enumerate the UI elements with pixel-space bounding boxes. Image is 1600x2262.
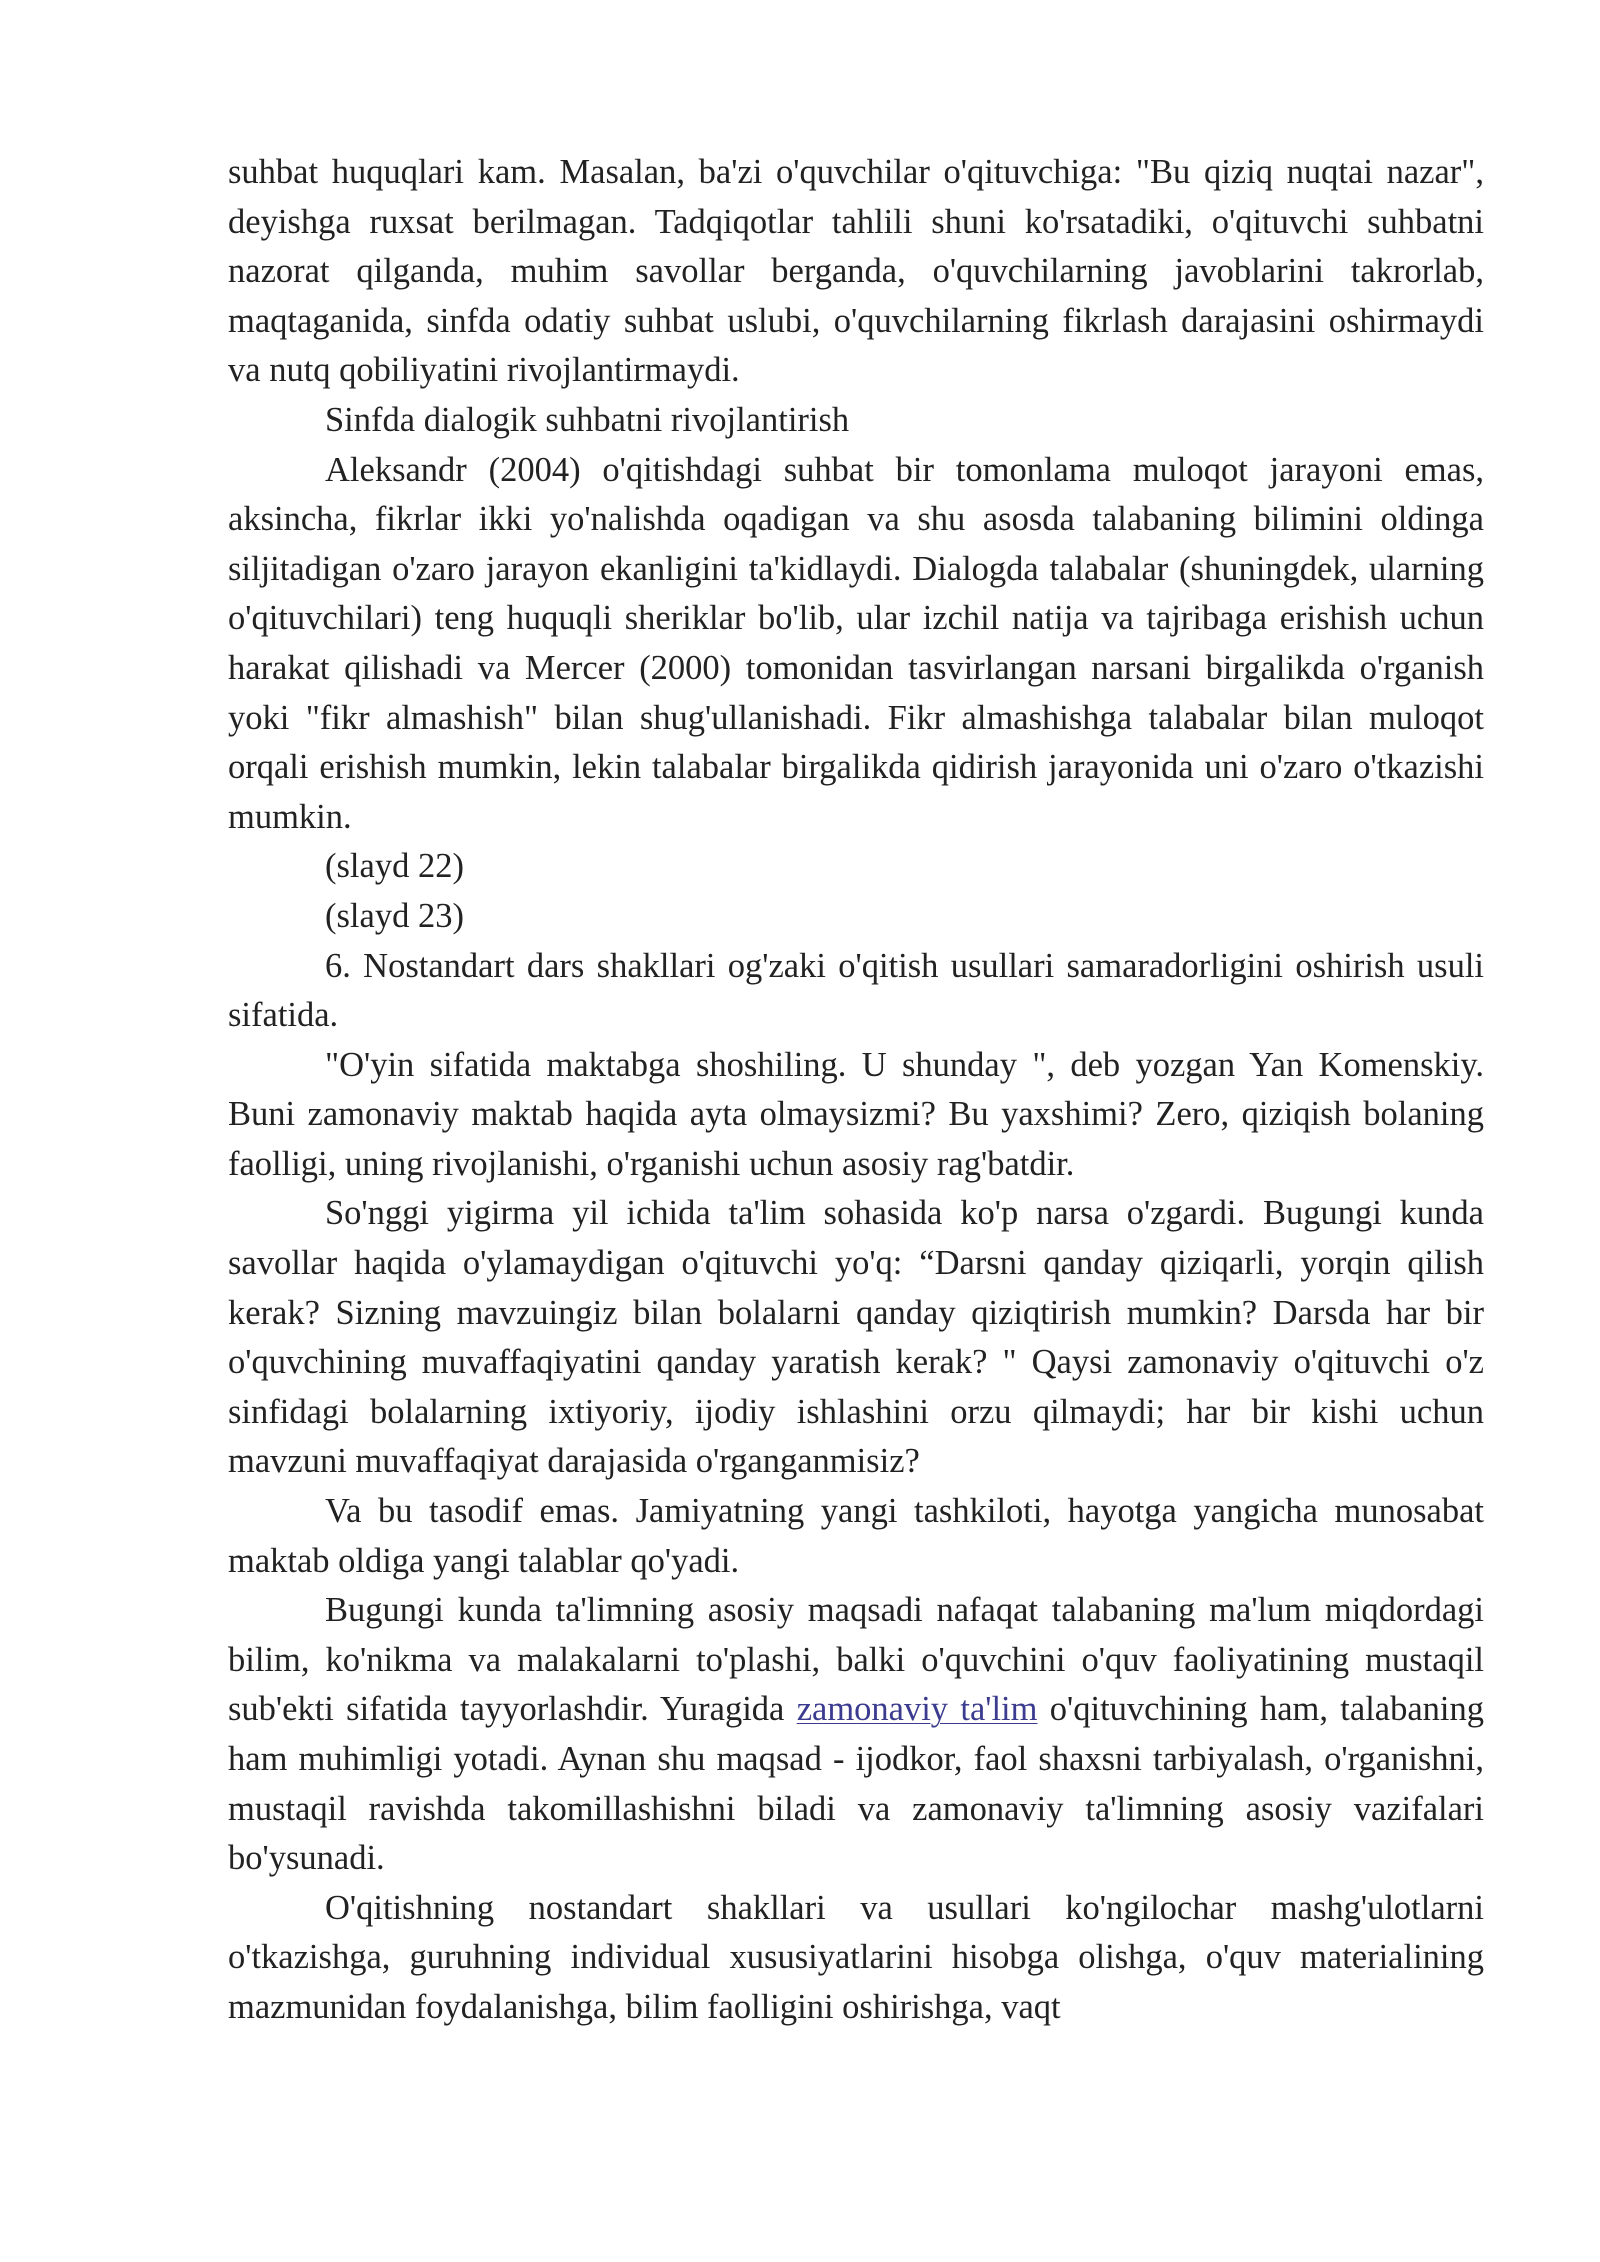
paragraph-text: o'qituvchining ham, talabaning ham muhimligi yotadi. Aynan shu maqsad - ijodkor, faol shaxsni tarbiyalash, o'rganishni, mustaqil ravishda takomillashishni biladi va zamonaviy ta'limning asosiy vazifalari bo'ysunadi. — [228, 1690, 1485, 1878]
hyperlink[interactable]: zamonaviy ta'lim — [796, 1690, 1038, 1729]
section-heading: Sinfda dialogik suhbatni rivojlantirish — [325, 400, 850, 439]
paragraph-text: Bugungi kunda ta'limning asosiy maqsadi nafaqat talabaning ma'lum miqdordagi bilim, ko'nikma va malakalarni to'plashi, balki o'quvchini o'quv faoliyatining mustaqil sub'ekti sifatida tayyorlashdir. Yuragida — [228, 1591, 1484, 1729]
document-page — [228, 148, 1484, 2033]
slide-reference: (slayd 23) — [325, 896, 464, 935]
paragraph — [228, 1586, 1484, 1884]
paragraph: So'nggi yigirma yil ichida ta'lim sohasida ko'p narsa o'zgardi. Bugungi kunda savollar haqida o'ylamaydigan o'qituvchi yo'q: “Darsni qanday qiziqarli, yorqin qilish kerak? Sizning mavzuingiz bilan bolalarni qanday qiziqtirish mumkin? Darsda har bir o'quvchining muvaffaqiyatini qanday yaratish kerak? " Qaysi zamonaviy o'qituvchi o'z sinfidagi bolalarning ixtiyoriy, ijodiy ishlashini orzu qilmaydi; har bir kishi uchun mavzuni muvaffaqiyat darajasida o'rganganmisiz? — [228, 1194, 1484, 1481]
slide-reference: (slayd 22) — [325, 847, 464, 886]
paragraph: Va bu tasodif emas. Jamiyatning yangi tashkiloti, hayotga yangicha munosabat maktab oldiga yangi talablar qo'yadi. — [228, 1492, 1484, 1580]
paragraph: O'qitishning nostandart shakllari va usullari ko'ngilochar mashg'ulotlarni o'tkazishga, guruhning individual xususiyatlarini hisobga olishga, o'quv materialining mazmunidan foydalanishga, bilim faolligini oshirishga, vaqt — [228, 1888, 1484, 2026]
section-heading: 6. Nostandart dars shakllari og'zaki o'qitish usullari samaradorligini oshirish usuli sifatida. — [228, 946, 1484, 1035]
paragraph-continuation: suhbat huquqlari kam. Masalan, ba'zi o'quvchilar o'qituvchiga: "Bu qiziq nuqtai nazar", deyishga ruxsat berilmagan. Tadqiqotlar tahlili shuni ko'rsatadiki, o'qituvchi suhbatni nazorat qilganda, muhim savollar berganda, o'quvchilarning javoblarini takrorlab, maqtaganida, sinfda odatiy suhbat uslubi, o'quvchilarning fikrlash darajasini oshirmaydi va nutq qobiliyatini rivojlantirmaydi. — [228, 153, 1484, 390]
paragraph: Aleksandr (2004) o'qitishdagi suhbat bir tomonlama muloqot jarayoni emas, aksincha, fikrlar ikki yo'nalishda oqadigan va shu asosda talabaning bilimini oldinga siljitadigan o'zaro jarayon ekanligini ta'kidlaydi. Dialogda talabalar (shuningdek, ularning o'qituvchilari) teng huquqli sheriklar bo'lib, ular izchil natija va tajribaga erishish uchun harakat qilishadi va Mercer (2000) tomonidan tasvirlangan narsani birgalikda o'rganish yoki "fikr almashish" bilan shug'ullanishadi. Fikr almashishga talabalar bilan muloqot orqali erishish mumkin, lekin talabalar birgalikda qidirish jarayonida uni o'zaro o'tkazishi mumkin. — [228, 450, 1484, 836]
paragraph: "O'yin sifatida maktabga shoshiling. U shunday ", deb yozgan Yan Komenskiy. Buni zamonaviy maktab haqida ayta olmaysizmi? Bu yaxshimi? Zero, qiziqish bolaning faolligi, uning rivojlanishi, o'rganishi uchun asosiy rag'batdir. — [228, 1045, 1484, 1183]
